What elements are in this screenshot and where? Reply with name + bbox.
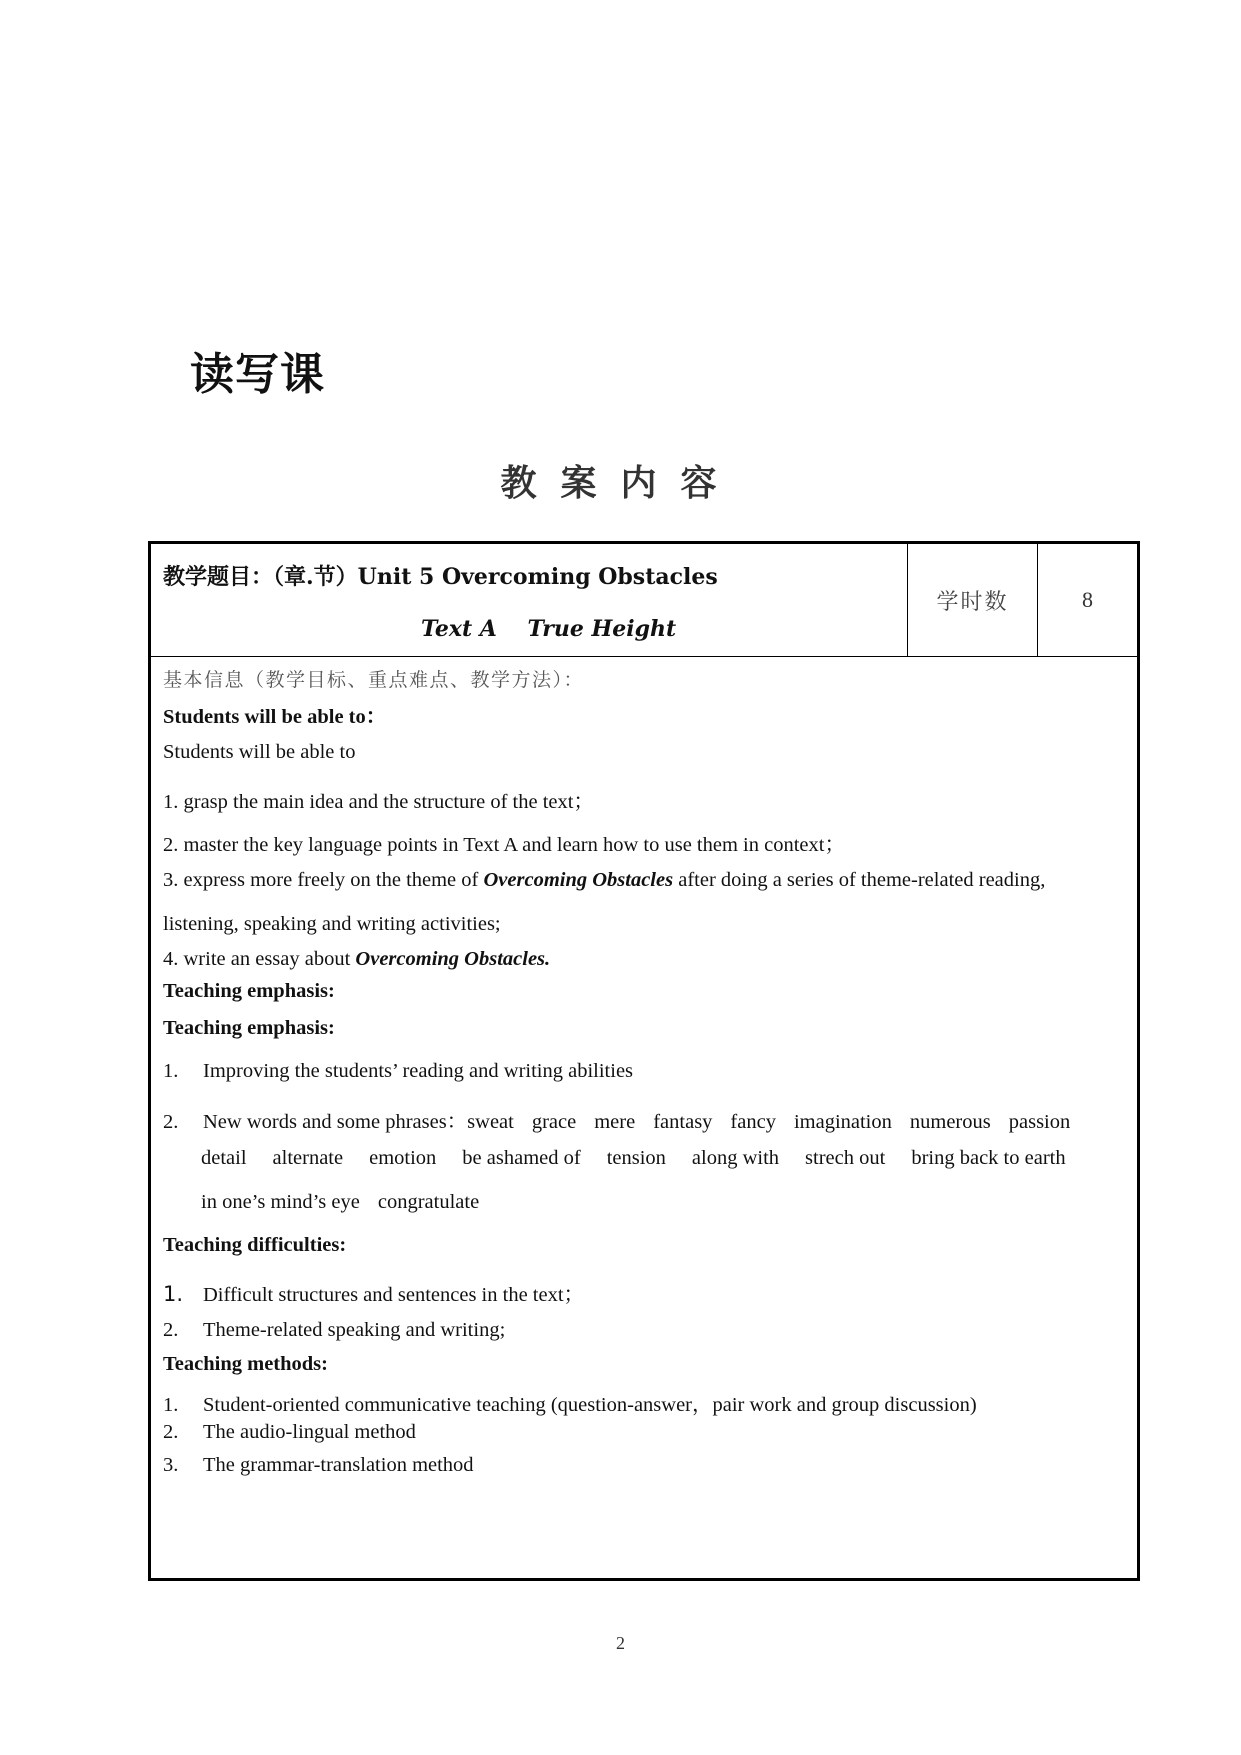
objective-3-pre: 3. express more freely on the theme of [163, 869, 484, 891]
topic-cell [151, 544, 908, 656]
info-heading: 基本信息（教学目标、重点难点、教学方法）： [163, 669, 585, 691]
vocabulary-word: grace [531, 1111, 577, 1133]
vocabulary-word: emotion [369, 1147, 437, 1169]
method-item-1-number: 1. [163, 1394, 179, 1416]
emphasis-item-2-text: New words and some phrases： [203, 1111, 468, 1133]
objectives-intro: Students will be able to [163, 741, 356, 763]
objective-3-post: after doing a series of theme-related reading, [673, 869, 1046, 891]
lesson-plan-table [148, 541, 1140, 1581]
vocabulary-word: fantasy [653, 1111, 713, 1133]
difficulty-item-1 [163, 1277, 584, 1307]
methods-heading: Teaching methods: [163, 1353, 328, 1375]
objective-3-theme: Overcoming Obstacles [483, 869, 674, 891]
word-list-line-1 [467, 1111, 1070, 1133]
objectives-heading: Students will be able to： [163, 706, 387, 728]
vocabulary-word: detail [201, 1147, 247, 1169]
vocabulary-word: fancy [730, 1111, 776, 1133]
method-item-2-text: The audio-lingual method [203, 1421, 416, 1443]
difficulties-heading: Teaching difficulties: [163, 1234, 347, 1256]
emphasis-item-1-number: 1. [163, 1060, 179, 1082]
plan-title: 教案内容 [500, 463, 741, 504]
vocabulary-word: strech out [805, 1147, 886, 1169]
subtitle-text-name: True Height [527, 616, 677, 642]
page-heading: 读写课 [190, 349, 325, 400]
vocabulary-word: mere [594, 1111, 636, 1133]
table-header-row [151, 544, 1137, 657]
subtitle-text-label: Text A [421, 616, 497, 642]
vocabulary-word: sweat [467, 1111, 514, 1133]
word-list-line-2 [201, 1147, 1066, 1170]
emphasis-item-2-number: 2. [163, 1111, 179, 1133]
objective-4 [163, 948, 550, 971]
vocabulary-word: numerous [909, 1111, 991, 1133]
method-item-3-text: The grammar-translation method [203, 1454, 474, 1476]
emphasis-item-1 [163, 1060, 633, 1083]
vocabulary-word: bring back to earth [911, 1147, 1066, 1169]
vocabulary-word: alternate [272, 1147, 344, 1169]
vocabulary-word: along with [691, 1147, 780, 1169]
emphasis-item-2 [163, 1104, 1070, 1134]
difficulty-item-1-number: 1. [163, 1282, 184, 1306]
objective-3 [163, 869, 1045, 892]
content-cell [151, 657, 1137, 1578]
method-item-3-number: 3. [163, 1454, 179, 1476]
vocabulary-word: be ashamed of [462, 1147, 581, 1169]
objective-1: 1. grasp the main idea and the structure of the text； [163, 791, 594, 813]
emphasis-item-1-text: Improving the students’ reading and writing abilities [203, 1060, 634, 1082]
difficulty-item-2 [163, 1319, 505, 1342]
word-list-line-3 [201, 1191, 479, 1214]
objective-3-continued: listening, speaking and writing activities; [163, 913, 501, 935]
difficulty-item-2-number: 2. [163, 1319, 179, 1341]
objective-4-theme: Overcoming Obstacles. [355, 948, 551, 970]
method-item-3 [163, 1454, 474, 1477]
method-item-2 [163, 1421, 416, 1444]
objective-4-pre: 4. write an essay about [163, 948, 356, 970]
emphasis-heading: Teaching emphasis: [163, 980, 335, 1002]
vocabulary-word: imagination [793, 1111, 892, 1133]
hours-label: 学时数 [908, 544, 1038, 656]
objective-2: 2. master the key language points in Text A and learn how to use them in context； [163, 834, 845, 856]
difficulty-item-1-text: Difficult structures and sentences in the text； [203, 1284, 585, 1306]
emphasis-heading-repeat: Teaching emphasis: [163, 1017, 335, 1039]
method-item-2-number: 2. [163, 1421, 179, 1443]
method-item-1 [163, 1387, 977, 1417]
difficulty-item-2-text: Theme-related speaking and writing; [203, 1319, 506, 1341]
vocabulary-word: passion [1008, 1111, 1071, 1133]
vocabulary-word: congratulate [377, 1191, 480, 1213]
method-item-1-text: Student-oriented communicative teaching (question-answer，pair work and group discussion) [203, 1394, 977, 1416]
vocabulary-word: in one’s mind’s eye [201, 1191, 360, 1213]
topic-title: 教学题目：（章.节）Unit 5 Overcoming Obstacles [163, 564, 718, 590]
vocabulary-word: tension [606, 1147, 666, 1169]
page-number: 2 [616, 1633, 625, 1653]
hours-value: 8 [1082, 587, 1093, 612]
text-subtitle [421, 616, 676, 642]
